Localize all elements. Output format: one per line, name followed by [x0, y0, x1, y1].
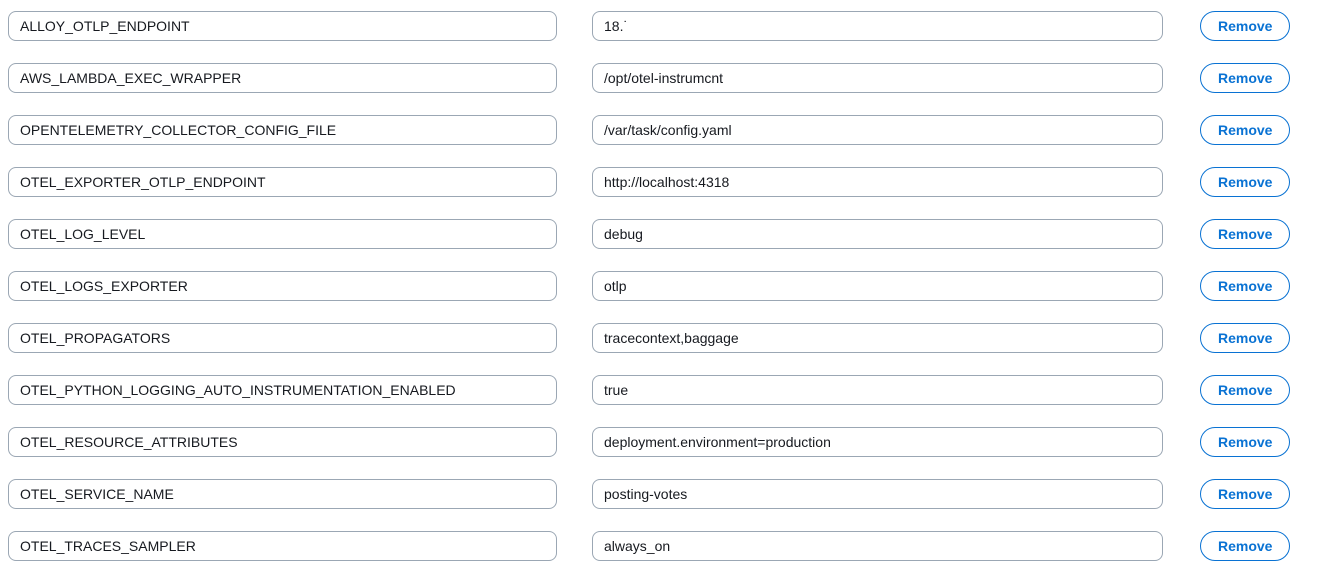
environment-variable-key-input[interactable]: [8, 323, 557, 353]
remove-button[interactable]: Remove: [1200, 479, 1290, 509]
environment-variable-key-input[interactable]: [8, 531, 557, 561]
table-row: [0, 364, 1321, 416]
remove-button[interactable]: Remove: [1200, 375, 1290, 405]
environment-variable-key-cell: [0, 479, 588, 509]
environment-variable-key-input[interactable]: [8, 271, 557, 301]
environment-variable-action-cell: [1180, 11, 1321, 41]
environment-variable-action-cell: [1180, 271, 1321, 301]
remove-button[interactable]: Remove: [1200, 219, 1290, 249]
environment-variable-value-cell: [588, 11, 1180, 41]
environment-variable-value-input[interactable]: [592, 375, 1163, 405]
environment-variable-key-input[interactable]: [8, 375, 557, 405]
environment-variable-value-cell: [588, 427, 1180, 457]
remove-button[interactable]: Remove: [1200, 115, 1290, 145]
environment-variable-key-input[interactable]: [8, 63, 557, 93]
environment-variable-key-input[interactable]: [8, 479, 557, 509]
environment-variable-action-cell: [1180, 427, 1321, 457]
environment-variable-value-cell: [588, 531, 1180, 561]
environment-variable-value-input[interactable]: [592, 323, 1163, 353]
environment-variable-action-cell: [1180, 167, 1321, 197]
environment-variable-value-input[interactable]: [592, 427, 1163, 457]
environment-variable-action-cell: [1180, 479, 1321, 509]
environment-variable-value-cell: [588, 219, 1180, 249]
environment-variable-key-input[interactable]: [8, 11, 557, 41]
table-row: [0, 312, 1321, 364]
environment-variable-value-cell: [588, 375, 1180, 405]
environment-variable-action-cell: [1180, 219, 1321, 249]
environment-variable-action-cell: [1180, 115, 1321, 145]
environment-variable-key-cell: [0, 167, 588, 197]
environment-variable-value-cell: [588, 271, 1180, 301]
environment-variable-key-cell: [0, 531, 588, 561]
environment-variable-value-input[interactable]: [592, 63, 1163, 93]
table-row: [0, 52, 1321, 104]
environment-variable-value-cell: [588, 479, 1180, 509]
table-row: [0, 520, 1321, 572]
table-row: [0, 104, 1321, 156]
table-row: [0, 416, 1321, 468]
environment-variable-value-input[interactable]: [592, 115, 1163, 145]
environment-variable-value-cell: [588, 63, 1180, 93]
environment-variable-value-cell: [588, 115, 1180, 145]
environment-variable-key-cell: [0, 219, 588, 249]
environment-variable-key-cell: [0, 11, 588, 41]
table-row: [0, 156, 1321, 208]
environment-variable-value-input[interactable]: [592, 271, 1163, 301]
environment-variable-key-cell: [0, 271, 588, 301]
environment-variable-value-cell: [588, 167, 1180, 197]
environment-variable-action-cell: [1180, 375, 1321, 405]
environment-variable-key-input[interactable]: [8, 427, 557, 457]
remove-button[interactable]: Remove: [1200, 63, 1290, 93]
remove-button[interactable]: Remove: [1200, 167, 1290, 197]
environment-variable-action-cell: [1180, 323, 1321, 353]
environment-variable-key-cell: [0, 375, 588, 405]
environment-variable-value-input[interactable]: [592, 167, 1163, 197]
remove-button[interactable]: Remove: [1200, 531, 1290, 561]
environment-variable-value-input[interactable]: [592, 219, 1163, 249]
remove-button[interactable]: Remove: [1200, 11, 1290, 41]
table-row: [0, 260, 1321, 312]
remove-button[interactable]: Remove: [1200, 323, 1290, 353]
table-row: [0, 468, 1321, 520]
environment-variable-key-input[interactable]: [8, 219, 557, 249]
environment-variable-action-cell: [1180, 63, 1321, 93]
environment-variable-key-cell: [0, 115, 588, 145]
environment-variable-value-input[interactable]: [592, 11, 1163, 41]
environment-variable-key-cell: [0, 63, 588, 93]
environment-variable-action-cell: [1180, 531, 1321, 561]
environment-variable-key-cell: [0, 323, 588, 353]
table-row: [0, 0, 1321, 52]
environment-variable-key-cell: [0, 427, 588, 457]
table-row: [0, 208, 1321, 260]
environment-variable-key-input[interactable]: [8, 115, 557, 145]
environment-variable-value-cell: [588, 323, 1180, 353]
remove-button[interactable]: Remove: [1200, 427, 1290, 457]
environment-variable-key-input[interactable]: [8, 167, 557, 197]
environment-variable-value-input[interactable]: [592, 479, 1163, 509]
environment-variable-value-input[interactable]: [592, 531, 1163, 561]
remove-button[interactable]: Remove: [1200, 271, 1290, 301]
